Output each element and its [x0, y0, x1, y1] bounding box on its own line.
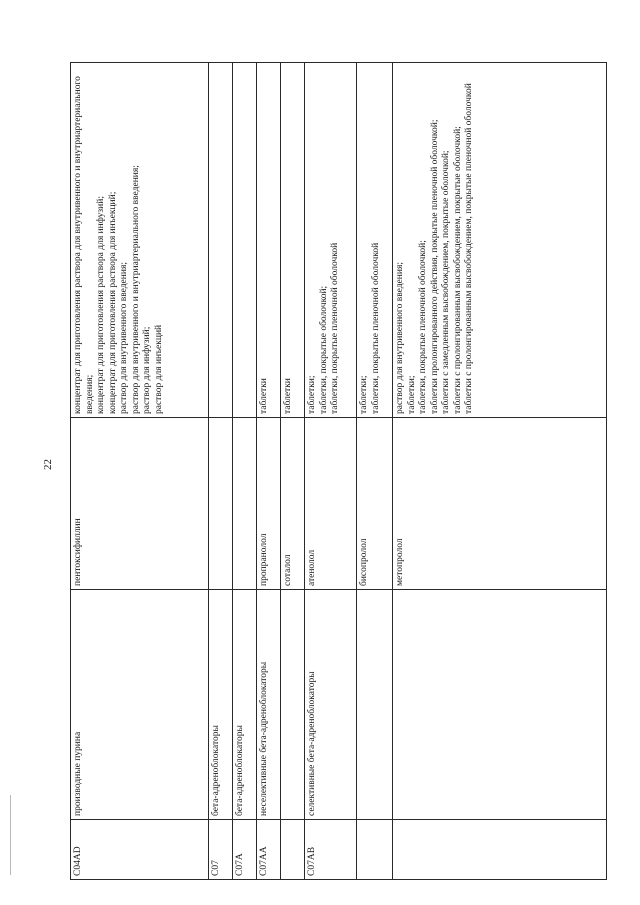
dosage-form-line: таблетки с замедленным высвобождением, покрытые оболочкой; — [441, 150, 452, 414]
table-row — [357, 63, 393, 880]
drug-name: бисопролол — [359, 538, 369, 586]
rotated-table-container — [70, 63, 607, 880]
dosage-form-line: таблетки пролонгированного действия, покрытые пленочной оболочкой; — [429, 119, 440, 414]
group-cell — [281, 590, 305, 820]
atc-code: C07AB — [307, 846, 317, 876]
drug-name: атенолол — [307, 549, 317, 586]
dosage-form-line: раствор для инфузий; — [142, 326, 153, 414]
drug-name: метопролол — [395, 538, 405, 586]
atc-code-cell — [257, 820, 281, 880]
group-cell — [257, 590, 281, 820]
drug-name-cell — [233, 418, 257, 590]
dosage-form-line: концентрат для приготовления раствора для инъекций; — [107, 191, 118, 414]
drug-name: пропранолол — [259, 533, 269, 586]
group-cell — [305, 590, 357, 820]
dosage-form-line: концентрат для приготовления раствора для инфузий; — [96, 196, 107, 414]
dosage-form-line: таблетки, покрытые пленочной оболочкой — [370, 242, 381, 414]
atc-code-cell — [357, 820, 393, 880]
dosage-form-cell — [257, 63, 281, 418]
atc-code-cell — [71, 820, 209, 880]
table-row — [257, 63, 281, 880]
drug-classification-table — [70, 62, 607, 880]
dosage-form-cell — [393, 63, 607, 418]
page-number: 22 — [42, 459, 54, 470]
group-name: селективные бета-адреноблокаторы — [307, 671, 317, 816]
drug-name: соталол — [283, 554, 293, 586]
drug-name: пентоксифиллин — [73, 518, 83, 586]
atc-code-cell — [281, 820, 305, 880]
table-row — [305, 63, 357, 880]
dosage-form-line: раствор для внутривенного введения; — [395, 262, 405, 414]
drug-name-cell — [393, 418, 607, 590]
dosage-form-line: раствор для внутривенного и внутриартериального введения; — [130, 165, 141, 414]
dosage-form-line: таблетки; — [406, 375, 417, 414]
dosage-form-cell — [209, 63, 233, 418]
table-row — [393, 63, 607, 880]
dosage-form-line: концентрат для приготовления раствора для внутривенного и внутриартериального введения; — [73, 76, 95, 414]
atc-code-cell — [305, 820, 357, 880]
atc-code-cell — [393, 820, 607, 880]
dosage-form-cell — [357, 63, 393, 418]
drug-name-cell — [209, 418, 233, 590]
dosage-form-line: таблетки — [259, 378, 269, 414]
atc-code: C07 — [211, 860, 221, 876]
table-row — [281, 63, 305, 880]
dosage-form-line: таблетки, покрытые пленочной оболочкой — [330, 242, 341, 414]
dosage-form-line: раствор для инъекций — [154, 324, 165, 414]
drug-name-cell — [357, 418, 393, 590]
group-name: бета-адреноблокаторы — [211, 725, 221, 816]
dosage-form-line: таблетки — [283, 378, 293, 414]
scan-margin-line — [10, 795, 11, 875]
drug-name-cell — [71, 418, 209, 590]
dosage-form-cell — [71, 63, 209, 418]
drug-name-cell — [281, 418, 305, 590]
dosage-form-line: таблетки, покрытые пленочной оболочкой; — [418, 240, 429, 414]
group-name: бета-адреноблокаторы — [235, 725, 245, 816]
table-row — [71, 63, 209, 880]
group-name: производные пурина — [73, 731, 83, 816]
atc-code-cell — [209, 820, 233, 880]
group-cell — [233, 590, 257, 820]
table-row — [233, 63, 257, 880]
group-cell — [393, 590, 607, 820]
group-cell — [357, 590, 393, 820]
group-cell — [71, 590, 209, 820]
dosage-form-line: таблетки, покрытые оболочкой; — [318, 285, 329, 414]
dosage-form-line: таблетки; — [359, 375, 369, 414]
dosage-form-line: раствор для внутривенного введения; — [119, 262, 130, 414]
dosage-form-line: таблетки; — [307, 375, 317, 414]
table-row — [209, 63, 233, 880]
dosage-form-cell — [233, 63, 257, 418]
dosage-form-cell — [305, 63, 357, 418]
dosage-form-line: таблетки с пролонгированным высвобождением, покрытые пленочной оболочкой — [464, 83, 475, 414]
dosage-form-cell — [281, 63, 305, 418]
drug-name-cell — [257, 418, 281, 590]
atc-code: C04AD — [73, 846, 83, 876]
group-cell — [209, 590, 233, 820]
drug-name-cell — [305, 418, 357, 590]
atc-code: C07AA — [259, 846, 269, 876]
atc-code-cell — [233, 820, 257, 880]
atc-code: C07A — [235, 853, 245, 876]
dosage-form-line: таблетки с пролонгированным высвобождением, покрытые оболочкой; — [452, 126, 463, 414]
group-name: неселективные бета-адреноблокаторы — [259, 661, 269, 816]
